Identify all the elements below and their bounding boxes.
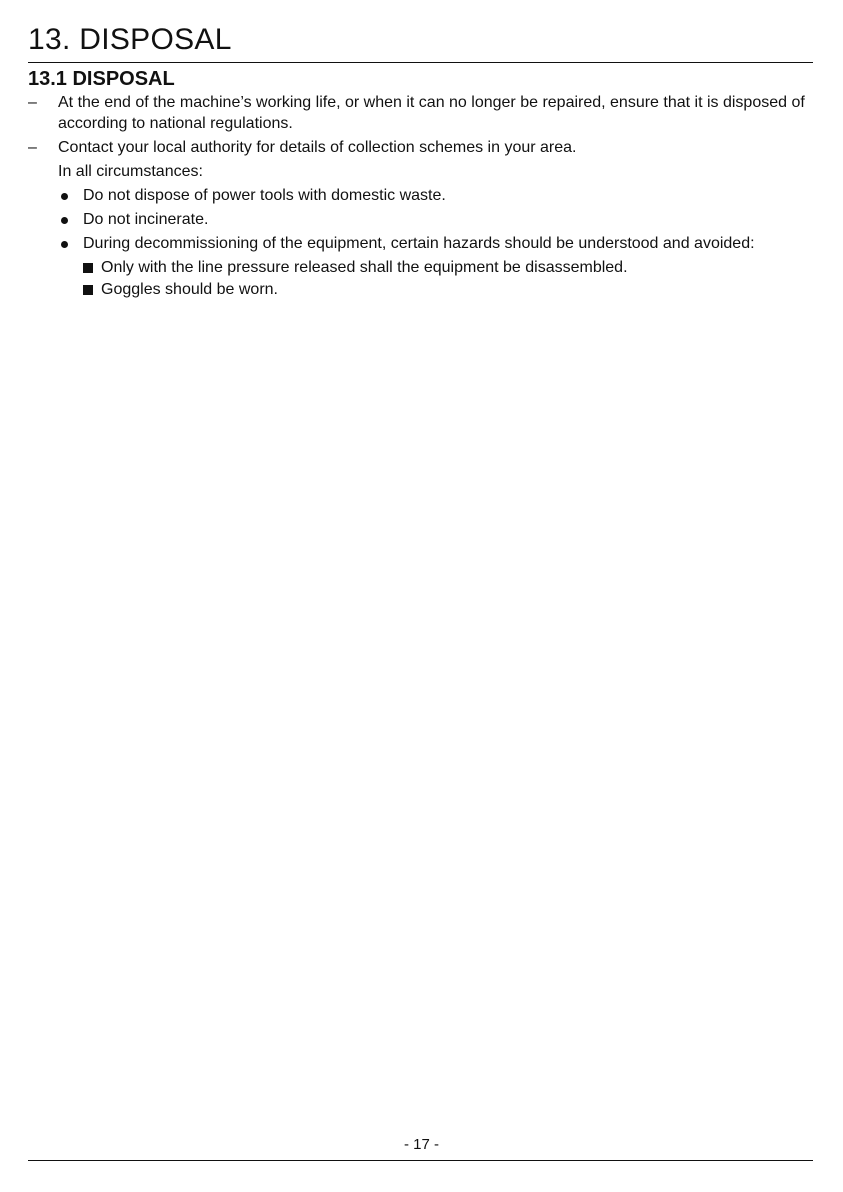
bullet-text: Do not dispose of power tools with domestic waste. bbox=[83, 187, 446, 204]
square-bullet-icon bbox=[83, 263, 93, 273]
sub-bullet-item bbox=[83, 257, 813, 278]
bullet-dot-icon bbox=[61, 193, 68, 200]
footer-divider bbox=[28, 1160, 813, 1161]
bullet-dot-icon bbox=[61, 241, 68, 248]
section-body bbox=[28, 92, 813, 303]
list-item-text: Contact your local authority for details of collection schemes in your area. bbox=[58, 139, 577, 156]
bullet-dot-icon bbox=[61, 217, 68, 224]
dash-marker: – bbox=[28, 94, 37, 111]
sub-bullet-list bbox=[83, 257, 813, 300]
bullet-text: During decommissioning of the equipment, certain hazards should be understood and avoided: bbox=[83, 235, 755, 252]
bullet-item bbox=[28, 185, 813, 206]
dash-marker: – bbox=[28, 139, 37, 156]
intro-text: In all circumstances: bbox=[58, 163, 203, 180]
title-divider bbox=[28, 62, 813, 63]
page-title: 13. DISPOSAL bbox=[28, 23, 232, 56]
sub-bullet-item bbox=[83, 279, 813, 300]
list-item-text: At the end of the machine’s working life, or when it can no longer be repaired, ensure that it is disposed of according to national regulations. bbox=[58, 94, 805, 132]
square-bullet-icon bbox=[83, 285, 93, 295]
sub-bullet-text: Only with the line pressure released shall the equipment be disassembled. bbox=[101, 259, 628, 276]
bullet-list bbox=[28, 185, 813, 300]
list-item bbox=[28, 92, 813, 134]
sub-bullet-text: Goggles should be worn. bbox=[101, 281, 278, 298]
list-item bbox=[28, 137, 813, 158]
bullet-item bbox=[28, 233, 813, 300]
bullet-text: Do not incinerate. bbox=[83, 211, 209, 228]
bullet-item bbox=[28, 209, 813, 230]
page-number: - 17 - bbox=[403, 1136, 439, 1153]
section-heading: 13.1 DISPOSAL bbox=[28, 68, 175, 90]
